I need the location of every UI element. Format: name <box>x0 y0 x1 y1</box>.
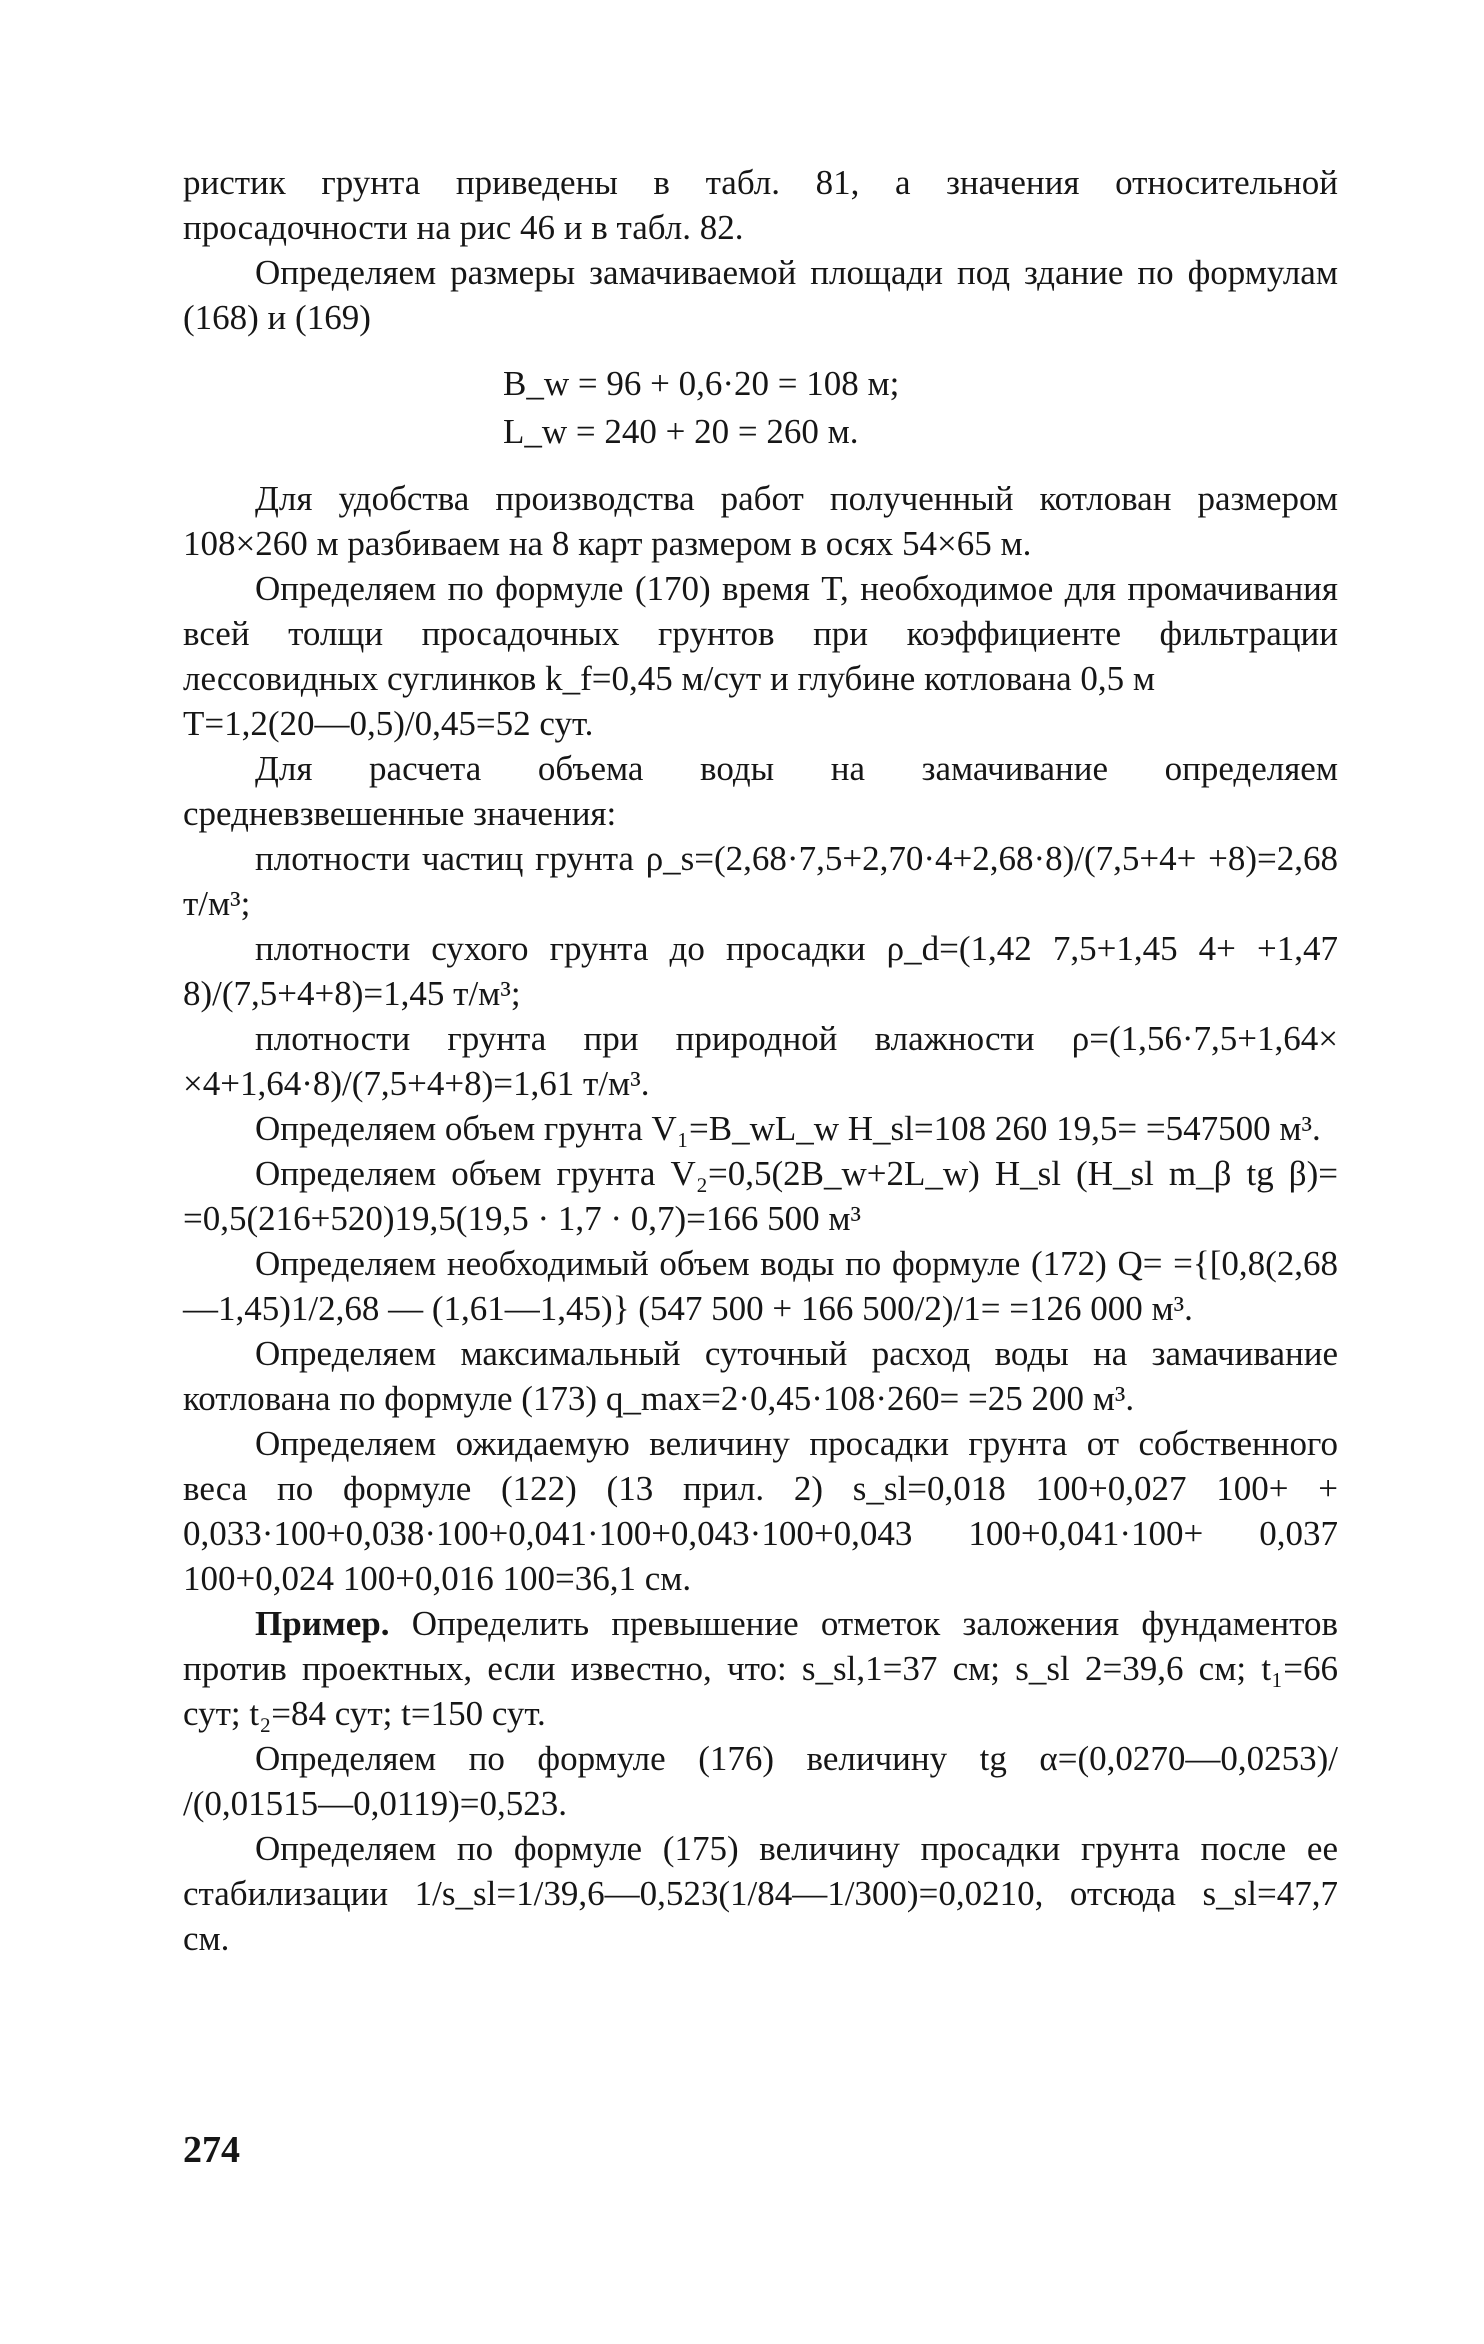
paragraph-15 <box>183 1601 1338 1736</box>
paragraph-7: плотности частиц грунта ρ_s=(2,68·7,5+2,70·4+2,68·8)/(7,5+4+ +8)=2,68 т/м³; <box>183 839 1338 923</box>
paragraph-8: плотности сухого грунта до просадки ρ_d=(1,42 7,5+1,45 4+ +1,47 8)/(7,5+4+8)=1,45 т/м³; <box>183 929 1338 1013</box>
paragraph-9: плотности грунта при природной влажности ρ=(1,56·7,5+1,64× ×4+1,64·8)/(7,5+4+8)=1,61 т/м³. <box>183 1019 1338 1103</box>
formula-bw: B_w = 96 + 0,6·20 = 108 м; <box>503 364 900 403</box>
paragraph-17: Определяем по формуле (175) величину просадки грунта после ее стабилизации 1/s_sl=1/39,6—0,523(1/84—1/300)=0,0210, отсюда s_sl=47,7 см. <box>183 1829 1338 1958</box>
paragraph-6: Для расчета объема воды на замачивание определяем средневзвешенные значения: <box>183 749 1338 833</box>
formula-block <box>503 360 1338 456</box>
paragraph-13: Определяем максимальный суточный расход воды на замачивание котлована по формуле (173) q_max=2·0,45·108·260= =25 200 м³. <box>183 1334 1338 1418</box>
paragraph-1: ристик грунта приведены в табл. 81, а значения относительной просадочности на рис 46 и в табл. 82. <box>183 163 1338 247</box>
paragraph-11: Определяем объем грунта V₂=0,5(2B_w+2L_w) H_sl (H_sl m_β tg β)= =0,5(216+520)19,5(19,5 · 1,7 · 0,7)=166 500 м³ <box>183 1154 1338 1238</box>
paragraph-2: Определяем размеры замачиваемой площади под здание по формулам (168) и (169) <box>183 253 1338 337</box>
paragraph-10: Определяем объем грунта V₁=B_wL_w H_sl=108 260 19,5= =547500 м³. <box>255 1109 1321 1148</box>
example-text: Определить превышение отметок заложения фундаментов против проектных, если известно, что: s_sl,1=37 см; s_sl 2=39,6 см; t₁=66 сут; t₂=84 сут; t=150 сут. <box>183 1604 1338 1733</box>
paragraph-16: Определяем по формуле (176) величину tg α=(0,0270—0,0253)/ /(0,01515—0,0119)=0,523. <box>183 1739 1338 1823</box>
paragraph-3: Для удобства производства работ полученный котлован размером 108×260 м разбиваем на 8 карт размером в осях 54×65 м. <box>183 479 1338 563</box>
page-body <box>183 160 1338 1961</box>
formula-lw: L_w = 240 + 20 = 260 м. <box>503 412 859 451</box>
paragraph-12: Определяем необходимый объем воды по формуле (172) Q= ={[0,8(2,68—1,45)1/2,68 — (1,61—1,45)} (547 500 + 166 500/2)/1= =126 000 м³. <box>183 1244 1338 1328</box>
example-label: Пример. <box>255 1604 390 1643</box>
paragraph-5: T=1,2(20—0,5)/0,45=52 сут. <box>183 704 594 743</box>
page-number: 274 <box>183 2129 240 2171</box>
paragraph-4: Определяем по формуле (170) время T, необходимое для промачивания всей толщи просадочных грунтов при коэффициенте фильтрации лессовидных суглинков k_f=0,45 м/сут и глубине котлована 0,5 м <box>183 569 1338 698</box>
paragraph-14: Определяем ожидаемую величину просадки грунта от собственного веса по формуле (122) (13 прил. 2) s_sl=0,018 100+0,027 100+ + 0,033·100+0,038·100+0,041·100+0,043·100+0,043 100+0,041·100+ 0,037 100+0,024 100+0,016 100=36,1 см. <box>183 1424 1338 1598</box>
